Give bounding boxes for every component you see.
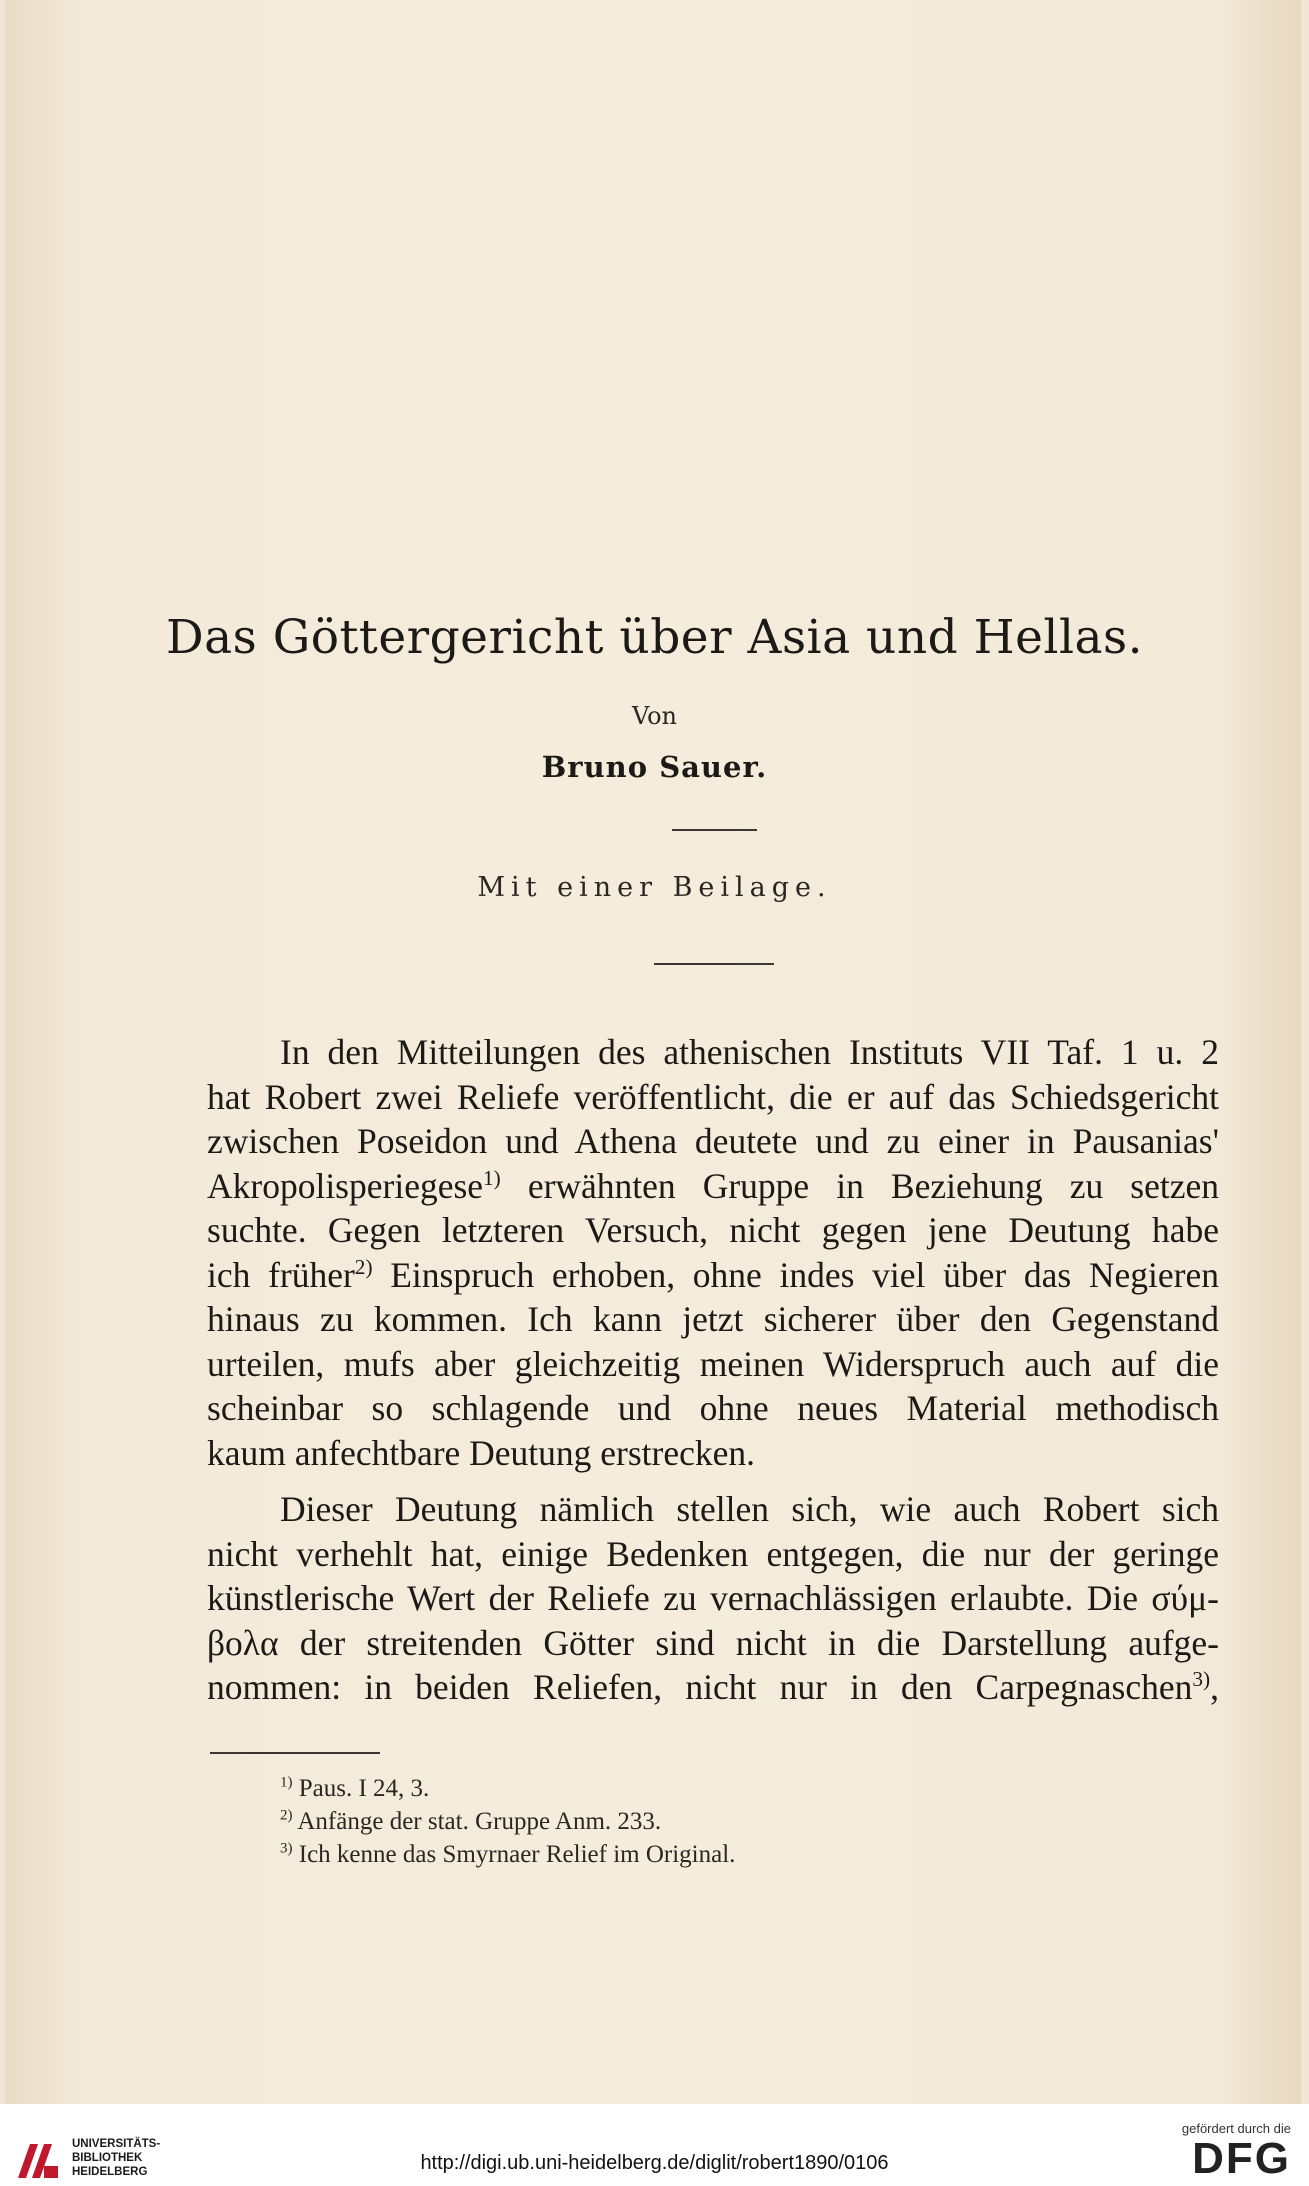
text-line xyxy=(207,1253,1219,1298)
author-name: Bruno Sauer. xyxy=(541,750,768,784)
paragraph-gap xyxy=(207,1475,1219,1487)
text-line: urteilen, mufs aber gleichzeitig meinen Widerspruch auch auf die xyxy=(207,1343,1219,1384)
text-fragment: erwähnten Gruppe in Beziehung zu setzen xyxy=(527,1165,1219,1206)
text-fragment: , xyxy=(1210,1667,1219,1707)
footnote-text: Ich kenne das Smyrnaer Relief im Original. xyxy=(298,1841,736,1868)
footnote-mark: 3) xyxy=(280,1840,293,1857)
text-line: hat Robert zwei Reliefe veröffentlicht, die er auf das Schiedsgericht xyxy=(207,1076,1219,1117)
text-line: kaum anfechtbare Deutung erstrecken. xyxy=(207,1432,756,1473)
text-line: zwischen Poseidon und Athena deutete und zu einer in Pausanias' xyxy=(207,1121,1219,1161)
text-line xyxy=(207,1665,1219,1710)
library-name-line: HEIDELBERG xyxy=(72,2166,148,2178)
footnote-text: Paus. I 24, 3. xyxy=(298,1775,430,1802)
text-line: scheinbar so schlagende und ohne neues Material methodisch xyxy=(207,1388,1219,1428)
footnote xyxy=(280,1838,1180,1871)
text-fragment: Akropolisperiegese xyxy=(207,1165,484,1206)
footnote xyxy=(280,1772,1180,1805)
text-fragment: ich früher xyxy=(207,1254,355,1295)
library-name-line: UNIVERSITÄTS- xyxy=(72,2138,161,2150)
footnote-mark: 2) xyxy=(280,1807,293,1824)
text-fragment: nommen: in beiden Reliefen, nicht nur in den Carpegnaschen xyxy=(207,1667,1193,1707)
dfg-caption: gefördert durch die xyxy=(1181,2121,1291,2136)
text-fragment: Einspruch erhoben, ohne indes viel über das Negieren xyxy=(390,1254,1219,1295)
text-line xyxy=(207,1164,1219,1209)
footnote-ref: 2) xyxy=(354,1254,373,1279)
text-line: Dieser Deutung nämlich stellen sich, wie auch Robert sich xyxy=(280,1489,1219,1529)
dfg-block xyxy=(1141,2121,1291,2182)
footnote-mark: 1) xyxy=(280,1774,293,1791)
article-title: Das Göttergericht über Asia und Hellas. xyxy=(165,610,1144,665)
text-line: suchte. Gegen letzteren Versuch, nicht gegen jene Deutung habe xyxy=(207,1210,1219,1250)
body-text xyxy=(207,1030,1219,1710)
text-line: künstlerische Wert der Reliefe zu vernachlässigen erlaubte. Die σύμ- xyxy=(207,1578,1219,1618)
footnote-text: Anfänge der stat. Gruppe Anm. 233. xyxy=(297,1808,662,1835)
text-line: In den Mitteilungen des athenischen Instituts VII Taf. 1 u. 2 xyxy=(280,1032,1219,1072)
text-line: hinaus zu kommen. Ich kann jetzt sicherer über den Gegenstand xyxy=(207,1299,1219,1339)
footnote-rule xyxy=(210,1752,380,1754)
short-rule xyxy=(672,829,757,831)
byline-von: Von xyxy=(631,702,678,730)
section-rule xyxy=(654,963,774,965)
source-url-link[interactable]: http://digi.ub.uni-heidelberg.de/diglit/robert1890/0106 xyxy=(420,2152,889,2174)
footnote-ref: 3) xyxy=(1192,1667,1211,1692)
dfg-logo: DFG xyxy=(1192,2134,1291,2183)
text-line: nicht verhehlt hat, einige Bedenken entgegen, die nur der geringe xyxy=(207,1533,1219,1574)
footnote xyxy=(280,1805,1180,1838)
text-line: βολα der streitenden Götter sind nicht in die Darstellung aufge- xyxy=(207,1622,1219,1663)
footnotes xyxy=(280,1772,1180,1871)
footnote-ref: 1) xyxy=(483,1165,501,1190)
library-name-line: BIBLIOTHEK xyxy=(72,2152,143,2164)
supplement-note: Mit einer Beilage. xyxy=(477,872,832,903)
